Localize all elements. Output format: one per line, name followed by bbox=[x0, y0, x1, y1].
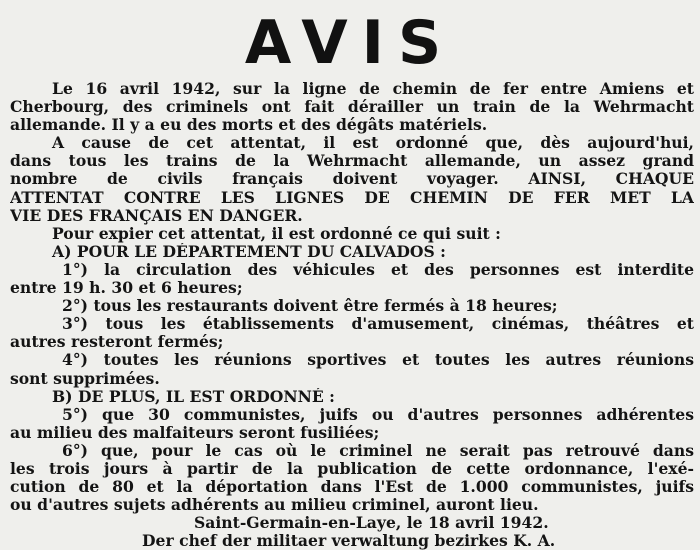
notice-line: 5°) que 30 communistes, juifs ou d'autres personnes adhérentes bbox=[62, 405, 694, 424]
notice-line: 4°) toutes les réunions sportives et toutes les autres réunions bbox=[62, 351, 694, 370]
notice-line: VIE DES FRANÇAIS EN DANGER. bbox=[10, 206, 303, 225]
notice-signature-authority: Der chef der militaer verwaltung bezirkes K. A. bbox=[142, 532, 556, 550]
notice-line: Pour expier cet attentat, il est ordonné ce qui suit : bbox=[52, 224, 501, 243]
section-heading: B) DE PLUS, IL EST ORDONNÉ : bbox=[52, 387, 335, 406]
notice-line: autres resteront fermés; bbox=[10, 333, 224, 352]
notice-line: 6°) que, pour le cas où le criminel ne serait pas retrouvé dans bbox=[62, 441, 694, 460]
notice-line: les trois jours à partir de la publication de cette ordonnance, l'exé- bbox=[10, 459, 694, 478]
notice-line: 1°) la circulation des véhicules et des personnes est interdite bbox=[62, 260, 694, 279]
notice-line: Cherbourg, des criminels ont fait dérailler un train de la Wehrmacht bbox=[10, 98, 694, 117]
notice-line: A cause de cet attentat, il est ordonné que, dès aujourd'hui, bbox=[52, 134, 694, 153]
notice-signature-place-date: Saint-Germain-en-Laye, le 18 avril 1942. bbox=[194, 514, 549, 533]
notice-line: dans tous les trains de la Wehrmacht allemande, un assez grand bbox=[10, 152, 694, 171]
notice-line: ou d'autres sujets adhérents au milieu criminel, auront lieu. bbox=[10, 496, 539, 515]
notice-line: entre 19 h. 30 et 6 heures; bbox=[10, 279, 243, 298]
notice-line: ATTENTAT CONTRE LES LIGNES DE CHEMIN DE FER MET LA bbox=[10, 188, 694, 207]
notice-body bbox=[10, 80, 694, 550]
notice-line: 2°) tous les restaurants doivent être fermés à 18 heures; bbox=[62, 297, 558, 316]
notice-line: Le 16 avril 1942, sur la ligne de chemin de fer entre Amiens et bbox=[52, 80, 694, 98]
notice-title: AVIS bbox=[244, 8, 456, 78]
notice-line: au milieu des malfaiteurs seront fusiliées; bbox=[10, 423, 380, 442]
notice-line: sont supprimées. bbox=[10, 369, 160, 388]
notice-line: nombre de civils français doivent voyager. AINSI, CHAQUE bbox=[10, 170, 694, 189]
section-heading: A) POUR LE DÉPARTEMENT DU CALVADOS : bbox=[52, 242, 446, 261]
notice-line: allemande. Il y a eu des morts et des dégâts matériels. bbox=[10, 116, 488, 135]
notice-line: 3°) tous les établissements d'amusement, cinémas, théâtres et bbox=[62, 315, 694, 334]
notice-line: cution de 80 et la déportation dans l'Est de 1.000 communistes, juifs bbox=[10, 478, 694, 497]
